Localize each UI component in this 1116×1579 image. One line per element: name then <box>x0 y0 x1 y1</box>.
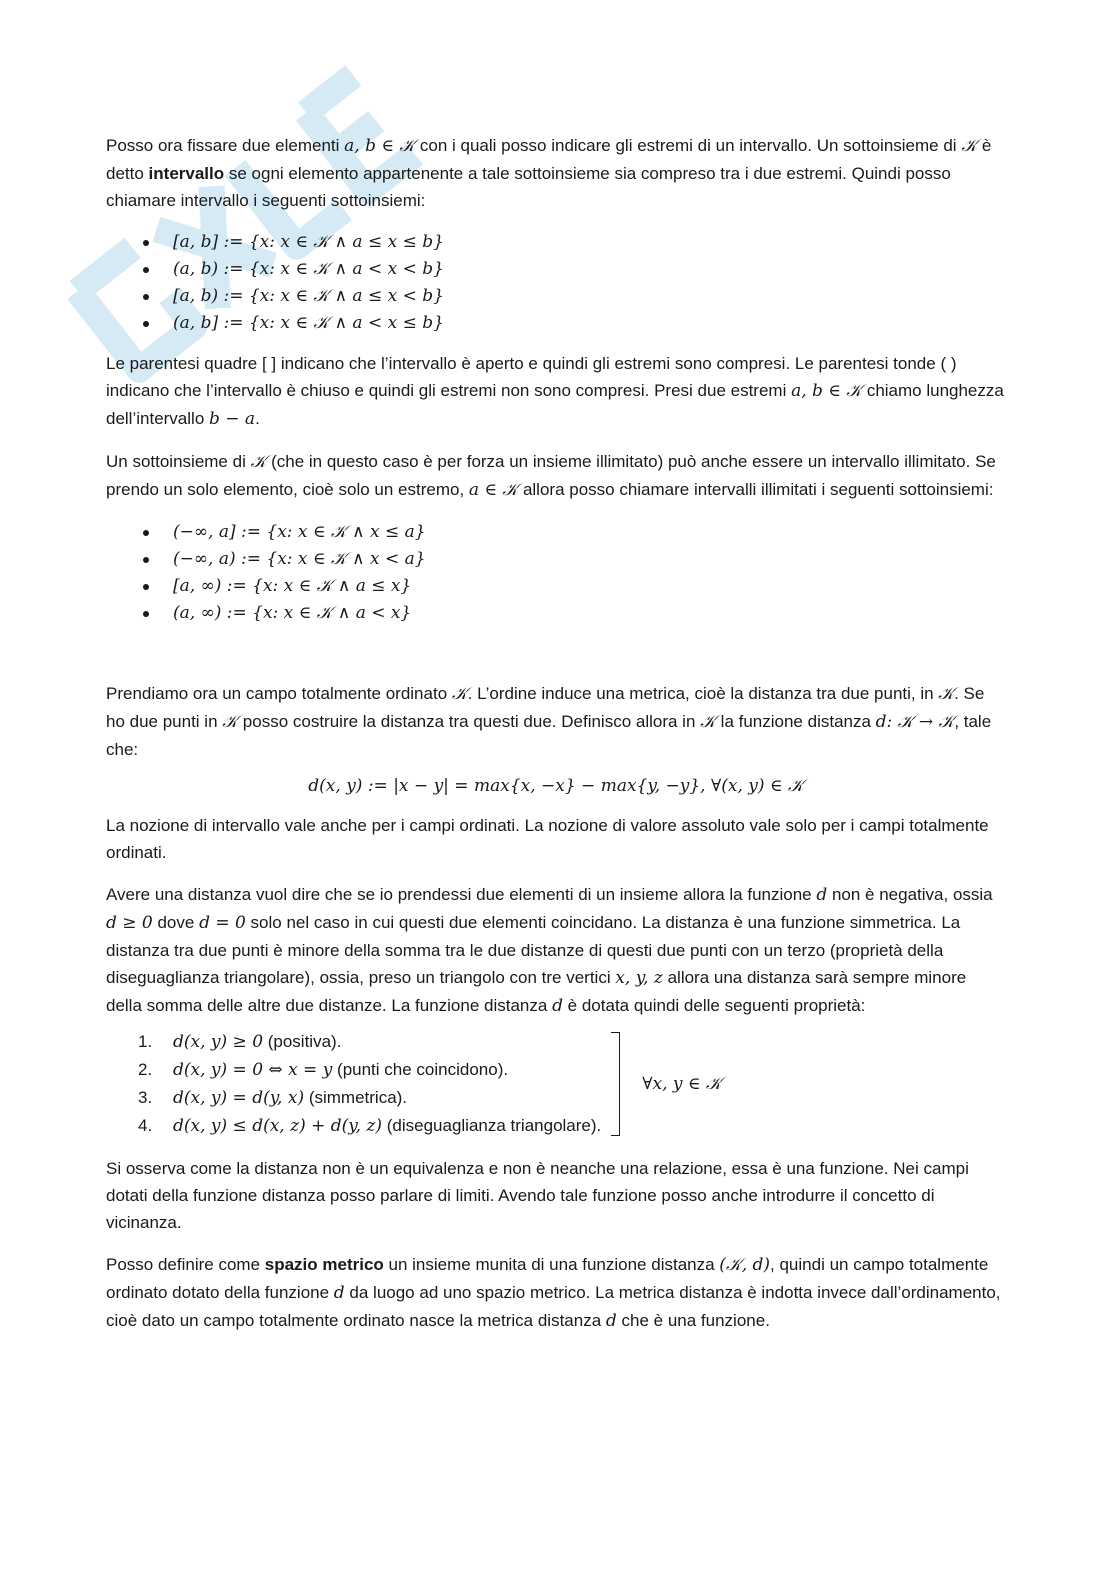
unbounded-intervals-list <box>106 519 1006 627</box>
bounded-intervals-list <box>106 229 1006 337</box>
properties-scope: ∀x, y ∈ 𝒦 <box>642 1073 722 1094</box>
term-spazio-metrico: spazio metrico <box>264 1255 384 1274</box>
paragraph-observation: Si osserva come la distanza non è un equivalenza e non è neanche una relazione, essa è una funzione. Nei campi dotati della funzione distanza posso parlare di limiti. Avendo tale funzione posso anche introdurre il concetto di vicinanza. <box>106 1159 969 1232</box>
document-page <box>106 132 1006 1350</box>
term-intervallo: intervallo <box>148 164 225 183</box>
list-item: [a, b) := {x: x ∈ 𝒦 ∧ a ≤ x < b} <box>106 283 1006 310</box>
list-item: (−∞, a] := {x: x ∈ 𝒦 ∧ x ≤ a} <box>106 519 1006 546</box>
list-item: 4. d(x, y) ≤ d(x, z) + d(y, z) (diseguaglianza triangolare). <box>138 1116 602 1136</box>
properties-block <box>106 1028 1006 1140</box>
right-brace <box>611 1032 620 1136</box>
list-item: (a, ∞) := {x: x ∈ 𝒦 ∧ a < x} <box>106 600 1006 627</box>
list-item: 3. d(x, y) = d(y, x) (simmetrica). <box>138 1088 408 1108</box>
list-item: 2. d(x, y) = 0 ⇔ x = y (punti che coincidono). <box>138 1060 509 1080</box>
properties-list <box>106 1028 601 1140</box>
paragraph-interval-definition: Posso ora fissare due elementi a, b ∈ 𝒦 con i quali posso indicare gli estremi di un intervallo. Un sottoinsieme di 𝒦 è detto intervallo se ogni elemento appartenente a tale sottoinsieme sia compreso tra i due estremi. Quindi posso chiamare intervallo i seguenti sottoinsiemi: <box>106 136 992 210</box>
paragraph-distance-properties: Avere una distanza vuol dire che se io prendessi due elementi di un insieme allora la funzione d non è negativa, ossia d ≥ 0 dove d = 0 solo nel caso in cui questi due elementi coincidano. La distanza è una funzione simmetrica. La distanza tra due punti è minore della somma tra le due distanze di questi due punti con un terzo (proprietà della diseguaglianza triangolare), ossia, preso un triangolo con tre vertici x, y, z allora una distanza sarà sempre minore della somma delle altre due distanze. La funzione distanza d è dotata quindi delle seguenti proprietà: <box>106 885 993 1016</box>
list-item: [a, ∞) := {x: x ∈ 𝒦 ∧ a ≤ x} <box>106 573 1006 600</box>
paragraph-interval-notion: La nozione di intervallo vale anche per i campi ordinati. La nozione di valore assoluto vale solo per i campi totalmente ordinati. <box>106 816 989 862</box>
list-item: 1. d(x, y) ≥ 0 (positiva). <box>138 1032 342 1052</box>
paragraph-metric-space: Posso definire come spazio metrico un insieme munita di una funzione distanza (𝒦, d), quindi un campo totalmente ordinato dotato della funzione d da luogo ad uno spazio metrico. La metrica distanza è indotta invece dall’ordinamento, cioè dato un campo totalmente ordinato nasce la metrica distanza d che è una funzione. <box>106 1255 1001 1331</box>
distance-equation: d(x, y) := |x − y| = max{x, −x} − max{y, −y}, ∀(x, y) ∈ 𝒦 <box>308 776 804 796</box>
paragraph-distance-function: Prendiamo ora un campo totalmente ordinato 𝒦. L’ordine induce una metrica, cioè la distanza tra due punti, in 𝒦. Se ho due punti in 𝒦 posso costruire la distanza tra questi due. Definisco allora in 𝒦 la funzione distanza d: 𝒦 → 𝒦, tale che: <box>106 684 992 759</box>
list-item: [a, b] := {x: x ∈ 𝒦 ∧ a ≤ x ≤ b} <box>106 229 1006 256</box>
paragraph-unbounded: Un sottoinsieme di 𝒦 (che in questo caso è per forza un insieme illimitato) può anche essere un intervallo illimitato. Se prendo un solo elemento, cioè solo un estremo, a ∈ 𝒦 allora posso chiamare intervalli illimitati i seguenti sottoinsiemi: <box>106 452 996 500</box>
list-item: (a, b] := {x: x ∈ 𝒦 ∧ a < x ≤ b} <box>106 310 1006 337</box>
list-item: (−∞, a) := {x: x ∈ 𝒦 ∧ x < a} <box>106 546 1006 573</box>
list-item: (a, b) := {x: x ∈ 𝒦 ∧ a < x < b} <box>106 256 1006 283</box>
paragraph-brackets: Le parentesi quadre [ ] indicano che l’intervallo è aperto e quindi gli estremi sono compresi. Le parentesi tonde ( ) indicano che l’intervallo è chiuso e quindi gli estremi non sono compresi. Presi due estremi a, b ∈ 𝒦 chiamo lunghezza dell’intervallo b − a. <box>106 354 1004 429</box>
